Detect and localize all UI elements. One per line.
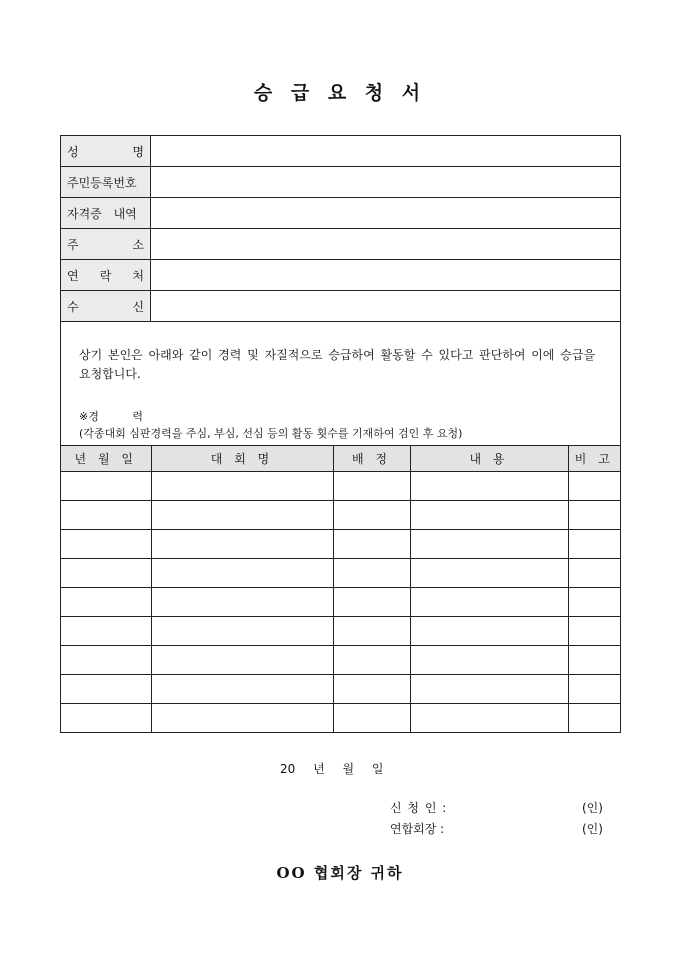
- event-cell[interactable]: [151, 530, 333, 559]
- assignment-cell[interactable]: [333, 704, 410, 733]
- certificates-field[interactable]: [151, 198, 620, 228]
- event-cell[interactable]: [151, 501, 333, 530]
- date-cell[interactable]: [61, 617, 151, 646]
- content-cell[interactable]: [410, 588, 568, 617]
- assignment-cell[interactable]: [333, 646, 410, 675]
- remarks-cell[interactable]: [568, 530, 620, 559]
- content-cell[interactable]: [410, 501, 568, 530]
- document-title: 승 급 요 청 서: [253, 82, 427, 104]
- assignment-cell[interactable]: [333, 530, 410, 559]
- content-cell[interactable]: [410, 530, 568, 559]
- content-cell[interactable]: [410, 704, 568, 733]
- column-header-date: 년 월 일: [61, 446, 151, 472]
- career-table-header: [61, 446, 620, 472]
- event-cell[interactable]: [151, 472, 333, 501]
- assignment-cell[interactable]: [333, 559, 410, 588]
- applicant-label: 신 청 인 :: [390, 801, 447, 815]
- remarks-cell[interactable]: [568, 675, 620, 704]
- field-row-name: [61, 136, 620, 167]
- date-line: 20 년 월 일: [280, 762, 384, 776]
- field-label-name: 성 명: [61, 136, 151, 166]
- assignment-cell[interactable]: [333, 588, 410, 617]
- field-row-recipient: [61, 291, 620, 322]
- field-label-recipient: 수 신: [61, 291, 151, 321]
- content-cell[interactable]: [410, 472, 568, 501]
- field-label-certificates: 자격증 내역: [61, 198, 151, 228]
- table-row: [61, 617, 620, 646]
- statement-text: 상기 본인은 아래와 같이 경력 및 자질적으로 승급하여 활동할 수 있다고 판단하여 이에 승급을 요청합니다.: [79, 348, 596, 381]
- date-cell[interactable]: [61, 646, 151, 675]
- address-field[interactable]: [151, 229, 620, 259]
- assignment-cell[interactable]: [333, 617, 410, 646]
- date-cell[interactable]: [61, 530, 151, 559]
- table-row: [61, 588, 620, 617]
- resident-number-field[interactable]: [151, 167, 620, 197]
- recipient-field[interactable]: [151, 291, 620, 321]
- content-cell[interactable]: [410, 559, 568, 588]
- remarks-cell[interactable]: [568, 559, 620, 588]
- event-cell[interactable]: [151, 646, 333, 675]
- career-table-body: [61, 472, 620, 733]
- table-row: [61, 704, 620, 733]
- event-cell[interactable]: [151, 675, 333, 704]
- contact-field[interactable]: [151, 260, 620, 290]
- table-row: [61, 472, 620, 501]
- career-note: (각종대회 심판경력을 주심, 부심, 선심 등의 활동 횟수를 기재하여 검인 후 요청): [79, 427, 463, 440]
- field-label-resident-number: 주민등록번호: [61, 167, 151, 197]
- date-cell[interactable]: [61, 675, 151, 704]
- field-row-certificates: [61, 198, 620, 229]
- applicant-seal: (인): [582, 801, 603, 815]
- remarks-cell[interactable]: [568, 646, 620, 675]
- event-cell[interactable]: [151, 559, 333, 588]
- table-row: [61, 530, 620, 559]
- remarks-cell[interactable]: [568, 588, 620, 617]
- event-cell[interactable]: [151, 704, 333, 733]
- table-row: [61, 675, 620, 704]
- field-label-address: 주 소: [61, 229, 151, 259]
- column-header-content: 내 용: [410, 446, 568, 472]
- content-cell[interactable]: [410, 675, 568, 704]
- remarks-cell[interactable]: [568, 617, 620, 646]
- date-cell[interactable]: [61, 588, 151, 617]
- remarks-cell[interactable]: [568, 472, 620, 501]
- career-table: [61, 446, 620, 732]
- table-row: [61, 501, 620, 530]
- career-heading: ※경 력: [79, 410, 143, 423]
- content-cell[interactable]: [410, 617, 568, 646]
- date-cell[interactable]: [61, 704, 151, 733]
- table-row: [61, 646, 620, 675]
- column-header-assignment: 배 정: [333, 446, 410, 472]
- column-header-remarks: 비 고: [568, 446, 620, 472]
- field-row-contact: [61, 260, 620, 291]
- column-header-event: 대 회 명: [151, 446, 333, 472]
- date-cell[interactable]: [61, 559, 151, 588]
- statement-block: [61, 322, 620, 446]
- assignment-cell[interactable]: [333, 472, 410, 501]
- chairman-seal: (인): [582, 822, 603, 836]
- event-cell[interactable]: [151, 588, 333, 617]
- assignment-cell[interactable]: [333, 501, 410, 530]
- field-row-resident-number: [61, 167, 620, 198]
- field-row-address: [61, 229, 620, 260]
- remarks-cell[interactable]: [568, 704, 620, 733]
- content-cell[interactable]: [410, 646, 568, 675]
- date-cell[interactable]: [61, 501, 151, 530]
- addressee: OO 협회장 귀하: [276, 864, 404, 882]
- chairman-label: 연합회장 :: [390, 822, 445, 836]
- event-cell[interactable]: [151, 617, 333, 646]
- name-field[interactable]: [151, 136, 620, 166]
- field-label-contact: 연 락 처: [61, 260, 151, 290]
- request-form: [60, 135, 621, 733]
- table-row: [61, 559, 620, 588]
- assignment-cell[interactable]: [333, 675, 410, 704]
- date-cell[interactable]: [61, 472, 151, 501]
- remarks-cell[interactable]: [568, 501, 620, 530]
